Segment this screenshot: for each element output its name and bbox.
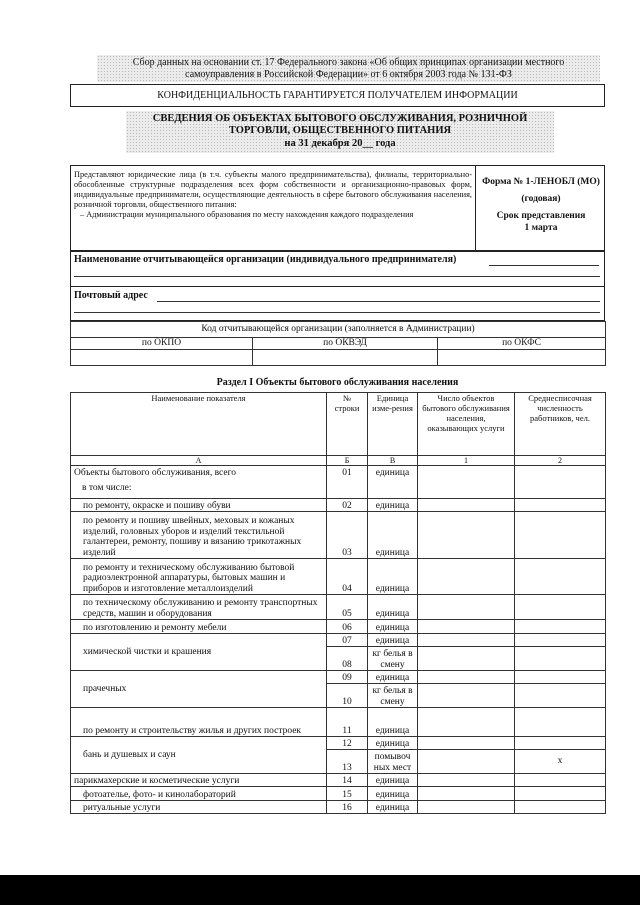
- indicator-name: по ремонту и строительству жилья и других построек: [71, 708, 327, 737]
- submitters-form-box: [70, 165, 605, 251]
- okpo-label: по ОКПО: [71, 338, 253, 350]
- unit-cell: кг белья в смену: [368, 647, 418, 671]
- indicator-name: ритуальные услуги: [71, 801, 327, 814]
- objects-table: [70, 392, 606, 814]
- unit-cell: единица: [368, 708, 418, 737]
- submitters-text: [74, 170, 472, 220]
- col-row-no: № строки: [327, 393, 368, 456]
- count-cell[interactable]: [418, 466, 515, 499]
- row-no: 03: [327, 512, 368, 559]
- form-info: [477, 176, 605, 234]
- count-cell[interactable]: [418, 647, 515, 671]
- table-row: [71, 499, 606, 512]
- staff-cell[interactable]: [515, 620, 606, 634]
- table-row: [71, 512, 606, 559]
- address-field[interactable]: [157, 301, 600, 302]
- indicator-name: парикмахерские и косметические услуги: [71, 774, 327, 787]
- unit-cell: единица: [368, 512, 418, 559]
- row-no: 02: [327, 499, 368, 512]
- staff-cell[interactable]: [515, 499, 606, 512]
- table-row: [71, 708, 606, 737]
- staff-cell[interactable]: [515, 634, 606, 647]
- staff-cell[interactable]: [515, 512, 606, 559]
- row-no: 16: [327, 801, 368, 814]
- unit-cell: единица: [368, 466, 418, 499]
- row-no: 10: [327, 684, 368, 708]
- okfs-value-cell[interactable]: [438, 350, 606, 366]
- table-row: [71, 787, 606, 801]
- row-no: 11: [327, 708, 368, 737]
- indicator-cell: [71, 466, 327, 499]
- count-cell[interactable]: [418, 671, 515, 684]
- staff-cell[interactable]: [515, 466, 606, 499]
- indicator-name: по ремонту и пошиву швейных, меховых и кожаных изделий, головных уборов и изделий текстильной галантереи, ремонту, пошиву и вязанию трикотажных изделий: [71, 512, 327, 559]
- indicator-name: по ремонту и техническому обслуживанию бытовой радиоэлектронной аппаратуры, бытовых машин и приборов и изготовление металлоизделий: [71, 559, 327, 595]
- col-unit: Единица изме-рения: [368, 393, 418, 456]
- okved-value-cell[interactable]: [253, 350, 438, 366]
- count-cell[interactable]: [418, 737, 515, 750]
- count-cell[interactable]: [418, 684, 515, 708]
- scan-bottom-edge: [0, 875, 640, 905]
- count-cell[interactable]: [418, 750, 515, 774]
- unit-cell: единица: [368, 499, 418, 512]
- report-title-text: СВЕДЕНИЯ ОБ ОБЪЕКТАХ БЫТОВОГО ОБСЛУЖИВАНИЯ, РОЗНИЧНОЙ ТОРГОВЛИ, ОБЩЕСТВЕННОГО ПИТАНИЯ: [152, 113, 528, 136]
- form-period: (годовая): [521, 194, 561, 204]
- submitters-recipient: – Администрации муниципального образования по месту нахождения каждого подразделения: [80, 210, 414, 219]
- address-field-line[interactable]: [74, 312, 600, 313]
- unit-cell: единица: [368, 774, 418, 787]
- indicator-name: химической чистки и крашения: [71, 634, 327, 671]
- row-no: 13: [327, 750, 368, 774]
- okfs-label: по ОКФС: [438, 338, 606, 350]
- indicator-name: Объекты бытового обслуживания, всего: [74, 468, 237, 478]
- row-no: 06: [327, 620, 368, 634]
- unit-cell: единица: [368, 671, 418, 684]
- org-fields-box: [70, 251, 605, 321]
- staff-cell[interactable]: [515, 647, 606, 671]
- table-row: [71, 801, 606, 814]
- staff-cell[interactable]: [515, 708, 606, 737]
- indicator-name: по ремонту, окраске и пошиву обуви: [71, 499, 327, 512]
- row-no: 15: [327, 787, 368, 801]
- codes-title: Код отчитывающейся организации (заполняется в Администрации): [71, 322, 606, 338]
- col-staff: Среднесписочная численность работников, чел.: [515, 393, 606, 456]
- report-date-line: на 31 декабря 20__ года: [284, 138, 396, 149]
- confidential-text: КОНФИДЕНЦИАЛЬНОСТЬ ГАРАНТИРУЕТСЯ ПОЛУЧАТЕЛЕМ ИНФОРМАЦИИ: [157, 90, 518, 101]
- report-title: [126, 111, 554, 153]
- law-note-text: Сбор данных на основании ст. 17 Федерального закона «Об общих принципах организации местного самоуправления в Российской Федерации» от 6 октября 2003 года № 131-ФЗ: [132, 57, 565, 80]
- codes-table: [70, 321, 606, 366]
- unit-cell: единица: [368, 634, 418, 647]
- table-row: [71, 774, 606, 787]
- table-row: [71, 737, 606, 750]
- count-cell[interactable]: [418, 708, 515, 737]
- table-row: [71, 559, 606, 595]
- staff-cell[interactable]: [515, 559, 606, 595]
- count-cell[interactable]: [418, 595, 515, 620]
- unit-cell: единица: [368, 620, 418, 634]
- indicator-name: по изготовлению и ремонту мебели: [71, 620, 327, 634]
- org-name-field-line[interactable]: [74, 276, 600, 277]
- count-cell[interactable]: [418, 499, 515, 512]
- unit-cell: единица: [368, 559, 418, 595]
- row-no: 09: [327, 671, 368, 684]
- count-cell[interactable]: [418, 774, 515, 787]
- unit-cell: кг белья в смену: [368, 684, 418, 708]
- row-no: 12: [327, 737, 368, 750]
- indicator-sub: в том числе:: [82, 482, 132, 493]
- staff-cell[interactable]: [515, 684, 606, 708]
- count-cell[interactable]: [418, 634, 515, 647]
- staff-cell[interactable]: [515, 787, 606, 801]
- indicator-name: бань и душевых и саун: [71, 737, 327, 774]
- col-code: В: [368, 456, 418, 466]
- staff-cell[interactable]: [515, 671, 606, 684]
- unit-cell: единица: [368, 595, 418, 620]
- row-no: 05: [327, 595, 368, 620]
- indicator-name: по техническому обслуживанию и ремонту транспортных средств, машин и оборудования: [71, 595, 327, 620]
- section-title: Раздел I Объекты бытового обслуживания населения: [216, 377, 459, 388]
- form-deadline-label: Срок представления: [496, 211, 586, 221]
- staff-cell: x: [515, 750, 606, 774]
- table-row: [71, 595, 606, 620]
- staff-cell[interactable]: [515, 801, 606, 814]
- divider: [71, 286, 604, 287]
- col-code: 1: [418, 456, 515, 466]
- divider: [475, 166, 476, 250]
- count-cell[interactable]: [418, 559, 515, 595]
- row-no: 14: [327, 774, 368, 787]
- indicator-name: фотоателье, фото- и кинолабораторий: [71, 787, 327, 801]
- row-no: 08: [327, 647, 368, 671]
- col-code: Б: [327, 456, 368, 466]
- col-count: Число объектов бытового обслуживания населения, оказывающих услуги: [418, 393, 515, 456]
- row-no: 01: [327, 466, 368, 499]
- count-cell[interactable]: [418, 512, 515, 559]
- unit-cell: единица: [368, 801, 418, 814]
- indicator-name: прачечных: [71, 671, 327, 708]
- address-label: Почтовый адрес: [74, 290, 148, 301]
- col-code: 2: [515, 456, 606, 466]
- form-deadline: 1 марта: [524, 223, 558, 233]
- count-cell[interactable]: [418, 801, 515, 814]
- table-row: [71, 466, 606, 499]
- staff-cell[interactable]: [515, 737, 606, 750]
- row-no: 07: [327, 634, 368, 647]
- submitters-description: Представляют юридические лица (в т.ч. субъекты малого предпринимательства), филиалы, территориально-обособленные структурные подразделения всех форм собственности и организационно-правовых форм, индивидуальные предприниматели, осуществляющие деятельность в сфере бытового обслуживания населения, розничной торговли, общественного питания:: [74, 170, 472, 209]
- table-row: [71, 671, 606, 684]
- table-row: [71, 634, 606, 647]
- staff-cell[interactable]: [515, 774, 606, 787]
- unit-cell: помывоч ных мест: [368, 750, 418, 774]
- count-cell[interactable]: [418, 620, 515, 634]
- okpo-value-cell[interactable]: [71, 350, 253, 366]
- form-name: Форма № 1-ЛЕНОБЛ (МО): [482, 177, 600, 187]
- count-cell[interactable]: [418, 787, 515, 801]
- org-name-label: Наименование отчитывающейся организации (индивидуального предпринимателя): [74, 254, 457, 265]
- col-code: А: [71, 456, 327, 466]
- org-name-field[interactable]: [489, 265, 599, 266]
- confidential-banner: [70, 84, 605, 107]
- table-row: [71, 620, 606, 634]
- row-no: 04: [327, 559, 368, 595]
- unit-cell: единица: [368, 787, 418, 801]
- okved-label: по ОКВЭД: [253, 338, 438, 350]
- staff-cell[interactable]: [515, 595, 606, 620]
- unit-cell: единица: [368, 737, 418, 750]
- law-note: [97, 55, 600, 82]
- col-indicator: Наименование показателя: [71, 393, 327, 456]
